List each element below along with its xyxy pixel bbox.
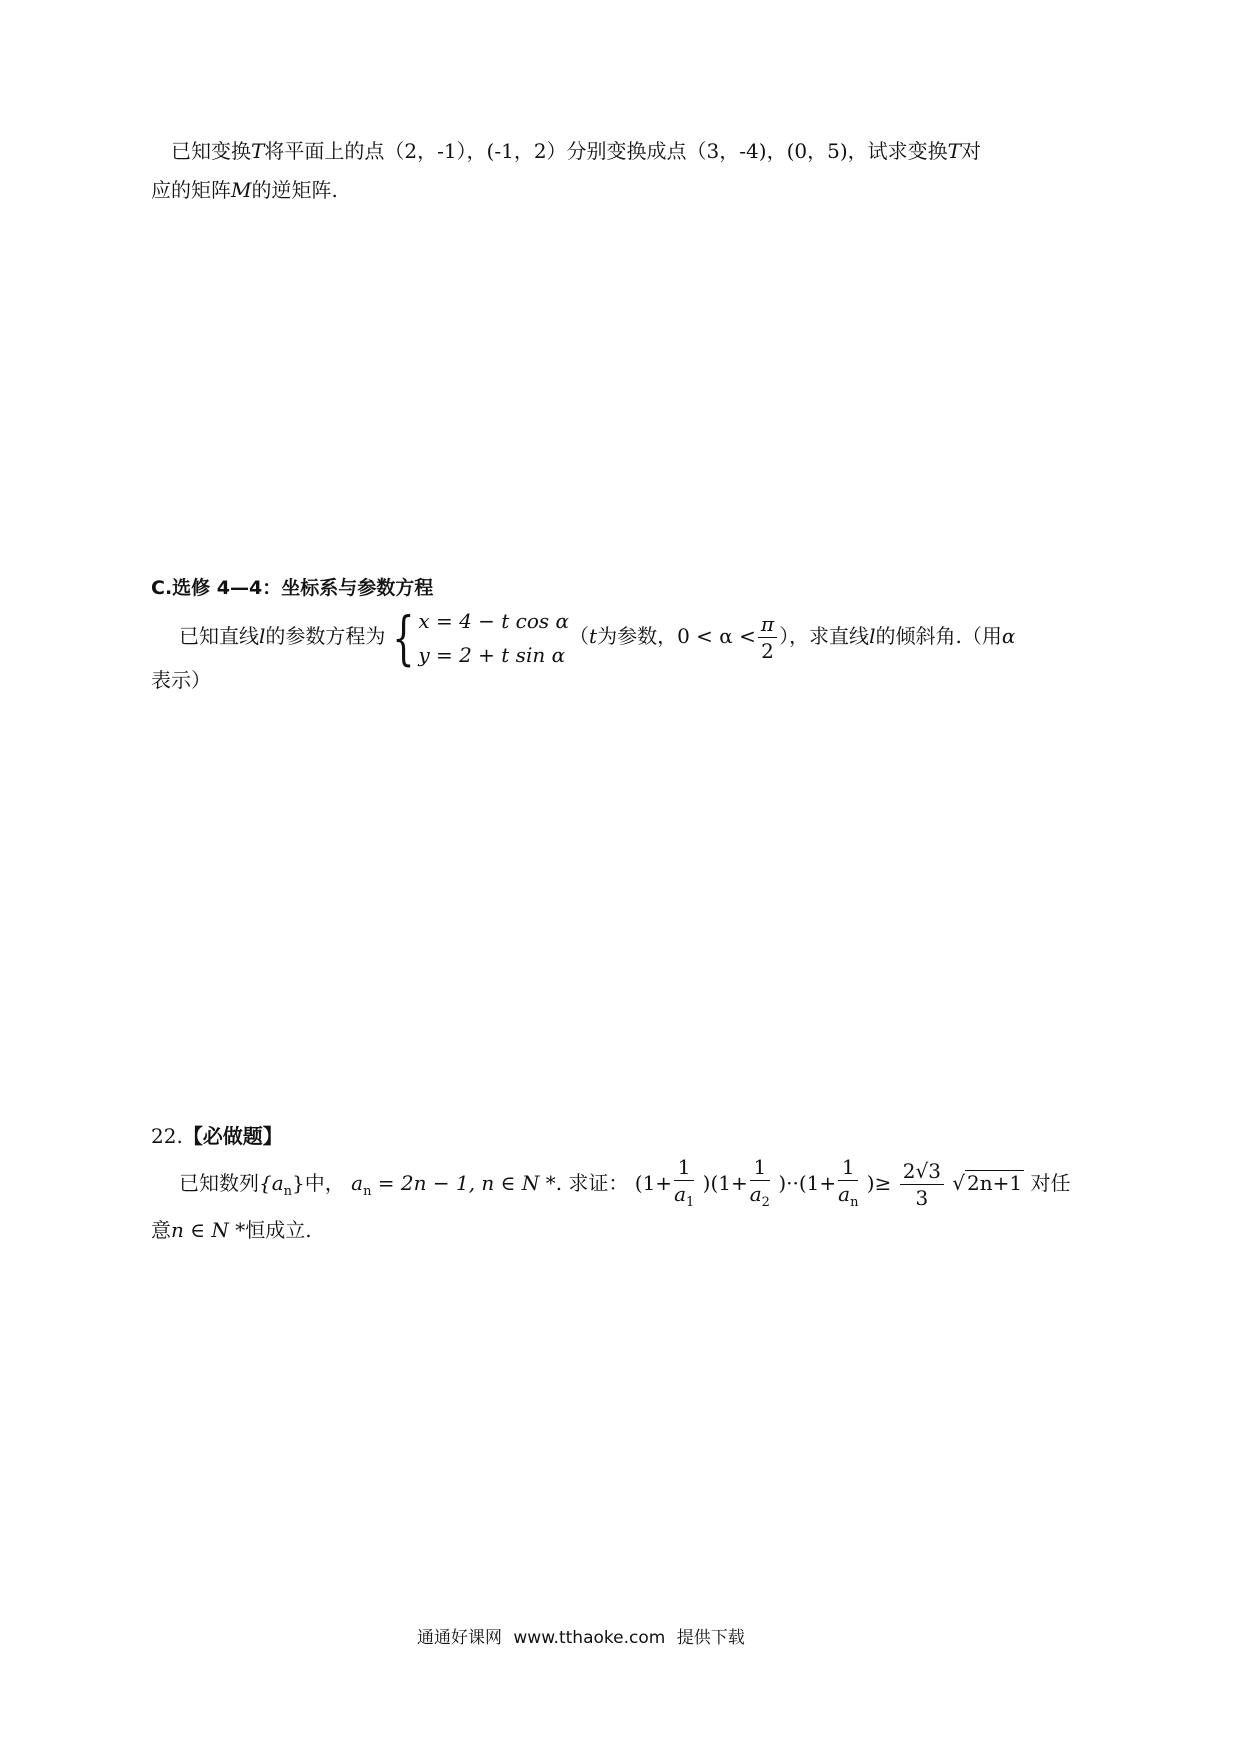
section-c-question bbox=[179, 603, 1015, 672]
text: 的逆矩阵. bbox=[251, 178, 338, 202]
fraction-1-over-a1 bbox=[674, 1154, 694, 1216]
text: 为参数，0 < α < bbox=[597, 624, 756, 648]
formula-n-in-N: n ∈ N * bbox=[171, 1218, 246, 1242]
footer-site-name: 通通好课网 bbox=[417, 1628, 502, 1648]
fraction-numerator: 1 bbox=[674, 1154, 694, 1181]
q22-heading bbox=[151, 1121, 283, 1151]
footer-url: www.tthaoke.com bbox=[513, 1628, 666, 1648]
fraction-2sqrt3-over-3 bbox=[900, 1158, 944, 1211]
fraction-numerator: 1 bbox=[838, 1154, 858, 1181]
text: 已知数列 bbox=[179, 1171, 259, 1195]
text: (1+ bbox=[634, 1171, 673, 1195]
equation-x: x = 4 − t cos α bbox=[418, 608, 570, 633]
var-T: T bbox=[947, 139, 961, 163]
question-number: 22. bbox=[151, 1124, 183, 1148]
ge-symbol: ≥ bbox=[874, 1171, 892, 1195]
sqrt-radicand: 2n+1 bbox=[967, 1171, 1023, 1195]
var-l: l bbox=[259, 624, 266, 648]
fraction-numerator: 2√3 bbox=[900, 1158, 944, 1185]
page-footer bbox=[417, 1623, 745, 1653]
q22-statement bbox=[179, 1150, 1071, 1225]
text: 中， bbox=[304, 1171, 345, 1195]
subscript: n bbox=[283, 1184, 293, 1199]
text: 意 bbox=[151, 1218, 171, 1242]
equation-system bbox=[418, 604, 569, 672]
fraction-denominator: 2 bbox=[761, 639, 774, 663]
text: } bbox=[292, 1171, 305, 1195]
section-c-heading: C.选修 4—4：坐标系与参数方程 bbox=[151, 577, 434, 599]
text: )(1+ bbox=[702, 1171, 748, 1195]
text: 的参数方程为 bbox=[265, 624, 386, 648]
var-l: l bbox=[869, 624, 876, 648]
section-c-question-line-2: 表示） bbox=[151, 668, 211, 692]
fraction-1-over-a2 bbox=[750, 1154, 770, 1216]
matrix-question-line-2 bbox=[151, 175, 338, 205]
var-a: a bbox=[351, 1171, 364, 1195]
fraction-denominator: 3 bbox=[915, 1186, 929, 1210]
fraction-1-over-an bbox=[838, 1154, 858, 1216]
subscript: 1 bbox=[686, 1194, 695, 1210]
var-a: a bbox=[838, 1181, 851, 1206]
fraction-pi-over-2 bbox=[758, 611, 777, 664]
equation-y: y = 2 + t sin α bbox=[418, 642, 566, 667]
sqrt-symbol: √ bbox=[952, 1171, 966, 1195]
text: 已知直线 bbox=[179, 624, 259, 648]
fraction-numerator: π bbox=[758, 611, 777, 638]
var-T: T bbox=[251, 139, 265, 163]
question-tag: 【必做题】 bbox=[182, 1124, 283, 1148]
text: 应的矩阵 bbox=[151, 178, 231, 202]
var-a: a bbox=[749, 1181, 762, 1206]
q22-statement-line-2 bbox=[151, 1215, 312, 1245]
text: （ bbox=[569, 624, 590, 648]
fraction-numerator: 1 bbox=[750, 1154, 770, 1181]
var-a: a bbox=[674, 1181, 686, 1206]
formula-an: = 2n − 1, n ∈ N * bbox=[377, 1171, 556, 1195]
text: 将平面上的点（2，-1），(-1，2）分别变换成点（3，-4)，(0，5)，试求变换 bbox=[264, 139, 948, 163]
text: ），求直线 bbox=[779, 624, 870, 648]
subscript: n bbox=[363, 1184, 372, 1199]
sequence-symbol: {a bbox=[259, 1171, 284, 1195]
var-M: M bbox=[231, 178, 252, 202]
text: 对任 bbox=[1030, 1171, 1071, 1195]
text: )··(1+ bbox=[778, 1171, 837, 1195]
left-brace-icon: { bbox=[392, 603, 415, 672]
var-t: t bbox=[589, 624, 598, 648]
subscript: n bbox=[850, 1194, 859, 1210]
text: 对 bbox=[960, 139, 981, 163]
text: 已知变换 bbox=[171, 139, 251, 163]
text: 的倾斜角.（用 bbox=[875, 624, 1002, 648]
text: 恒成立. bbox=[245, 1218, 312, 1242]
matrix-question-line-1 bbox=[171, 136, 981, 166]
text: ) bbox=[866, 1171, 875, 1195]
var-alpha: α bbox=[1001, 624, 1016, 648]
text: . 求证： bbox=[555, 1171, 629, 1195]
footer-text: 提供下载 bbox=[676, 1628, 745, 1648]
subscript: 2 bbox=[761, 1194, 770, 1210]
